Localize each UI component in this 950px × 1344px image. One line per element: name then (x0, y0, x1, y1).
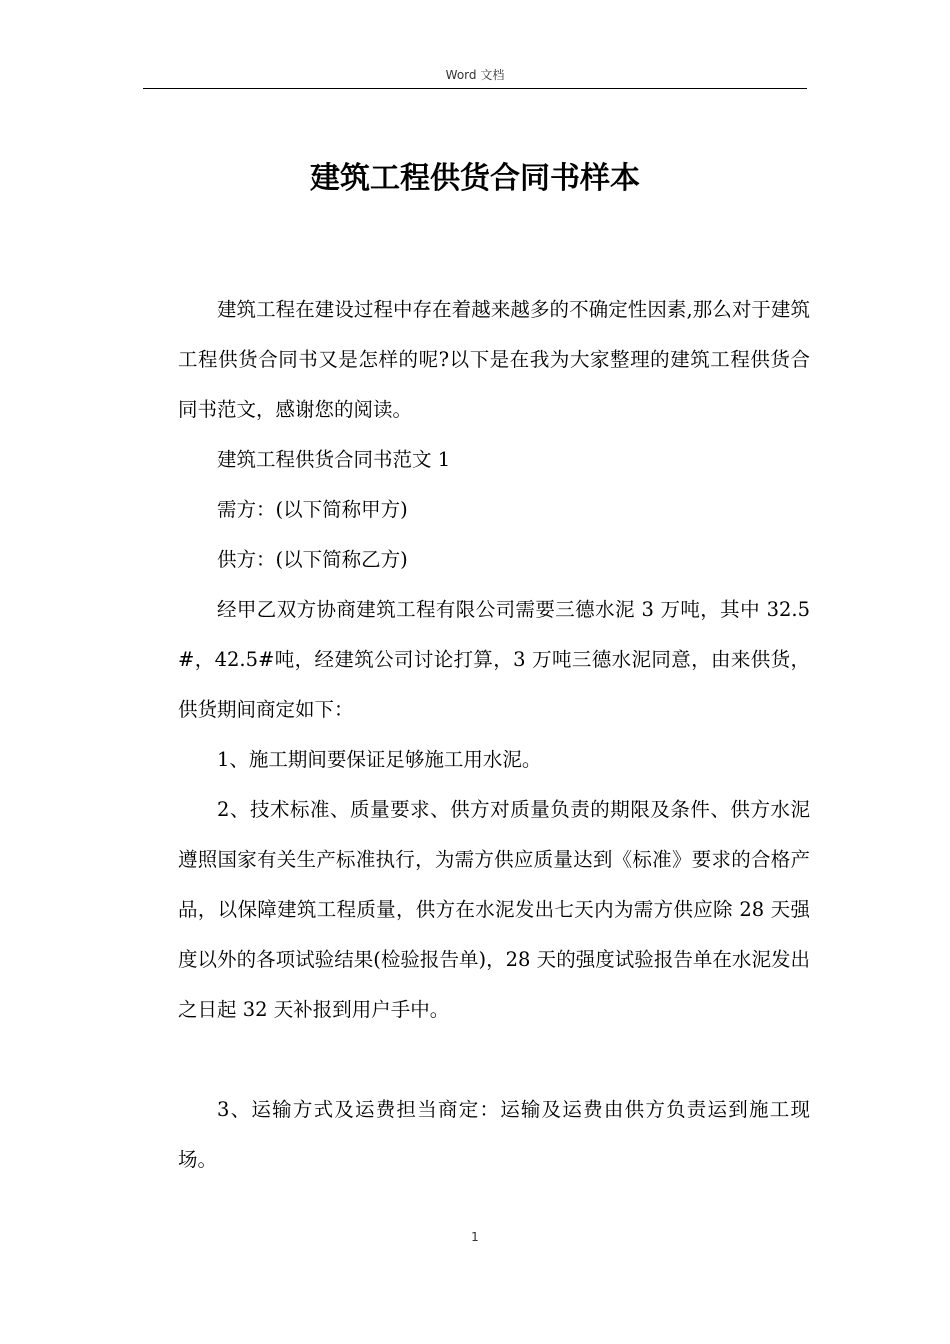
clause-3: 3、运输方式及运费担当商定：运输及运费由供方负责运到施工现场。 (178, 1098, 810, 1171)
document-title: 建筑工程供货合同书样本 (310, 161, 640, 196)
document-body (178, 285, 810, 1185)
intro-paragraph: 建筑工程在建设过程中存在着越来越多的不确定性因素,那么对于建筑工程供货合同书又是怎样的呢?以下是在我为大家整理的建筑工程供货合同书范文，感谢您的阅读。 (178, 298, 810, 421)
page-header (143, 64, 807, 89)
clause-1: 1、施工期间要保证足够施工用水泥。 (217, 748, 542, 771)
page-number: 1 (471, 1230, 479, 1244)
buyer-line: 需方：(以下简称甲方) (217, 498, 408, 521)
sample-heading: 建筑工程供货合同书范文 1 (217, 448, 451, 471)
clause-2: 2、技术标准、质量要求、供方对质量负责的期限及条件、供方水泥遵照国家有关生产标准执行，为需方供应质量达到《标准》要求的合格产品，以保障建筑工程质量，供方在水泥发出七天内为需方供应除 28 天强度以外的各项试验结果(检验报告单)，28 天的强度试验报告单在水泥发出之日起 32 天补报到用户手中。 (178, 798, 810, 1021)
header-label: Word 文档 (445, 68, 505, 82)
agreement-paragraph: 经甲乙双方协商建筑工程有限公司需要三德水泥 3 万吨，其中 32.5#，42.5#吨，经建筑公司讨论打算，3 万吨三德水泥同意，由来供货，供货期间商定如下： (178, 598, 810, 721)
supplier-line: 供方：(以下简称乙方) (217, 548, 408, 571)
